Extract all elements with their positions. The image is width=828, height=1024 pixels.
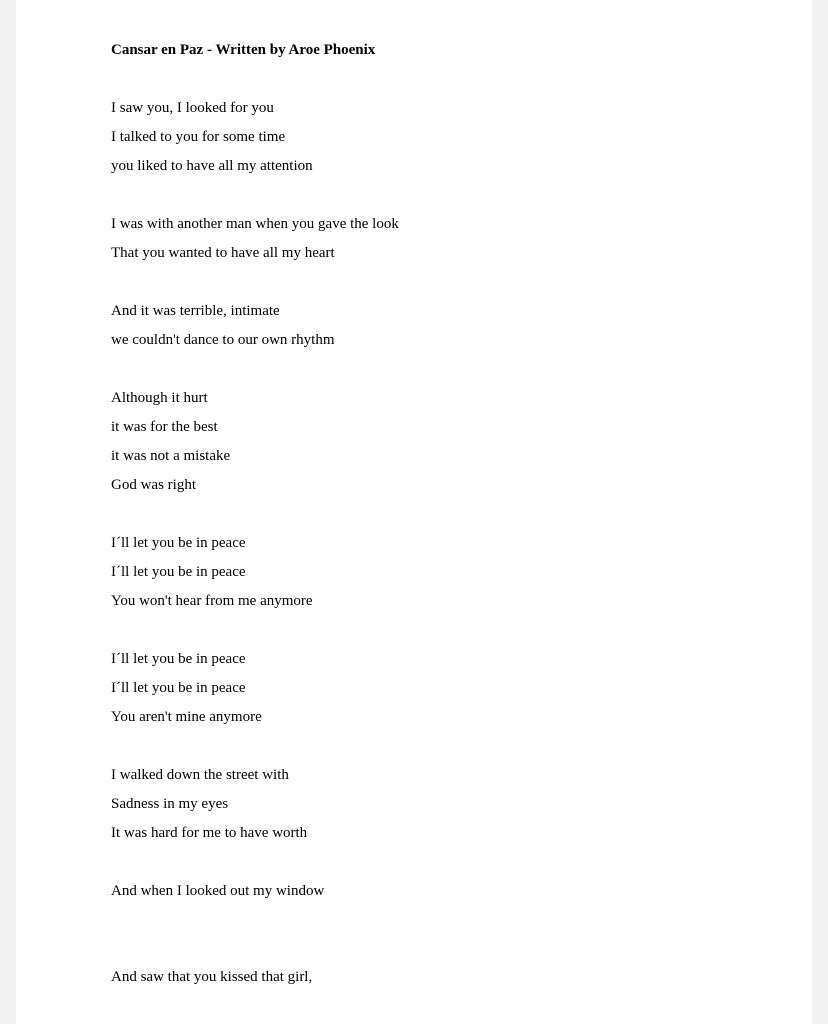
poem-line: I talked to you for some time: [111, 129, 286, 145]
poem-line: I´ll let you be in peace: [111, 535, 246, 551]
poem-line: And when I looked out my window: [111, 883, 325, 899]
poem-line: It was hard for me to have worth: [111, 825, 308, 841]
poem-line: we couldn't dance to our own rhythm: [111, 332, 335, 348]
poem-line: God was right: [111, 477, 196, 493]
poem-line: Sadness in my eyes: [111, 796, 229, 812]
poem-line: You won't hear from me anymore: [111, 593, 313, 609]
poem-line: And it was terrible, intimate: [111, 303, 280, 319]
poem-line: I was with another man when you gave the look: [111, 216, 399, 232]
poem-line: You aren't mine anymore: [111, 709, 262, 725]
poem-line: I saw you, I looked for you: [111, 100, 274, 116]
poem-line: I´ll let you be in peace: [111, 564, 246, 580]
poem-line: That you wanted to have all my heart: [111, 245, 335, 261]
poem-line: it was for the best: [111, 419, 218, 435]
poem-line: I walked down the street with: [111, 767, 289, 783]
document-title: Cansar en Paz - Written by Aroe Phoenix: [111, 42, 376, 58]
poem-line: you liked to have all my attention: [111, 158, 313, 174]
poem-line: it was not a mistake: [111, 448, 231, 464]
poem-line: And saw that you kissed that girl,: [111, 969, 313, 985]
document-page: [16, 0, 812, 1024]
poem-line: Although it hurt: [111, 390, 208, 406]
poem-line: I´ll let you be in peace: [111, 651, 246, 667]
poem-line: I´ll let you be in peace: [111, 680, 246, 696]
